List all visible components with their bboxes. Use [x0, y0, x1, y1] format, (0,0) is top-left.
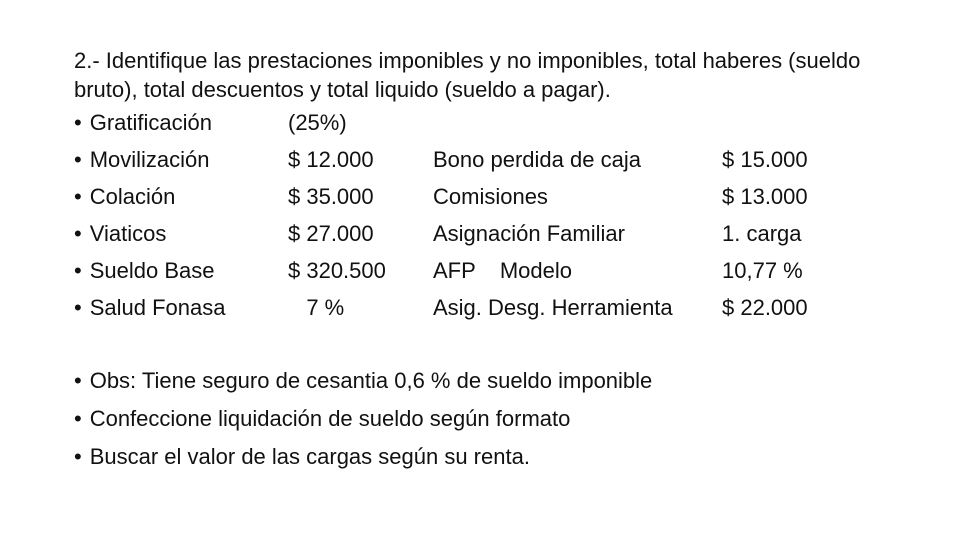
notes-list [74, 366, 652, 480]
bullet-icon: • [74, 368, 82, 393]
item-value-secondary: 10,77 % [722, 258, 803, 283]
bullet-icon: • [74, 221, 82, 246]
item-label-secondary: Asig. Desg. Herramienta [433, 295, 673, 320]
bullet-icon: • [74, 444, 82, 469]
item-label: Colación [89, 184, 176, 209]
item-value-secondary: $ 13.000 [722, 184, 808, 209]
item-label: Sueldo Base [89, 258, 215, 283]
item-label: Movilización [89, 147, 210, 172]
list-item [74, 442, 652, 480]
item-value: (25%) [288, 110, 347, 135]
bullet-icon: • [74, 147, 82, 172]
note-text: Confeccione liquidación de sueldo según formato [89, 406, 571, 431]
item-value-secondary: $ 22.000 [722, 295, 808, 320]
list-item [74, 366, 652, 404]
note-text: Obs: Tiene seguro de cesantia 0,6 % de sueldo imponible [89, 368, 653, 393]
item-value: $ 320.500 [288, 258, 386, 283]
item-label-secondary: Bono perdida de caja [433, 147, 641, 172]
bullet-icon: • [74, 184, 82, 209]
note-text: Buscar el valor de las cargas según su renta. [89, 444, 530, 469]
bullet-icon: • [74, 295, 82, 320]
list-item [74, 404, 652, 442]
item-label: Gratificación [89, 110, 212, 135]
item-value-secondary: $ 15.000 [722, 147, 808, 172]
bullet-icon: • [74, 258, 82, 283]
item-label: Viaticos [89, 221, 167, 246]
bullet-icon: • [74, 406, 82, 431]
bullet-icon: • [74, 110, 82, 135]
item-label-secondary: AFP Modelo [433, 258, 572, 283]
exercise-heading: 2.- Identifique las prestaciones imponibles y no imponibles, total haberes (sueldo bruto), total descuentos y total liquido (sueldo a pagar). [74, 48, 861, 102]
item-value: $ 12.000 [288, 147, 374, 172]
item-label: Salud Fonasa [89, 295, 226, 320]
item-value: $ 27.000 [288, 221, 374, 246]
item-value: 7 % [288, 295, 345, 320]
item-label-secondary: Asignación Familiar [433, 221, 625, 246]
item-value: $ 35.000 [288, 184, 374, 209]
item-value-secondary: 1. carga [722, 221, 802, 246]
item-label-secondary: Comisiones [433, 184, 548, 209]
